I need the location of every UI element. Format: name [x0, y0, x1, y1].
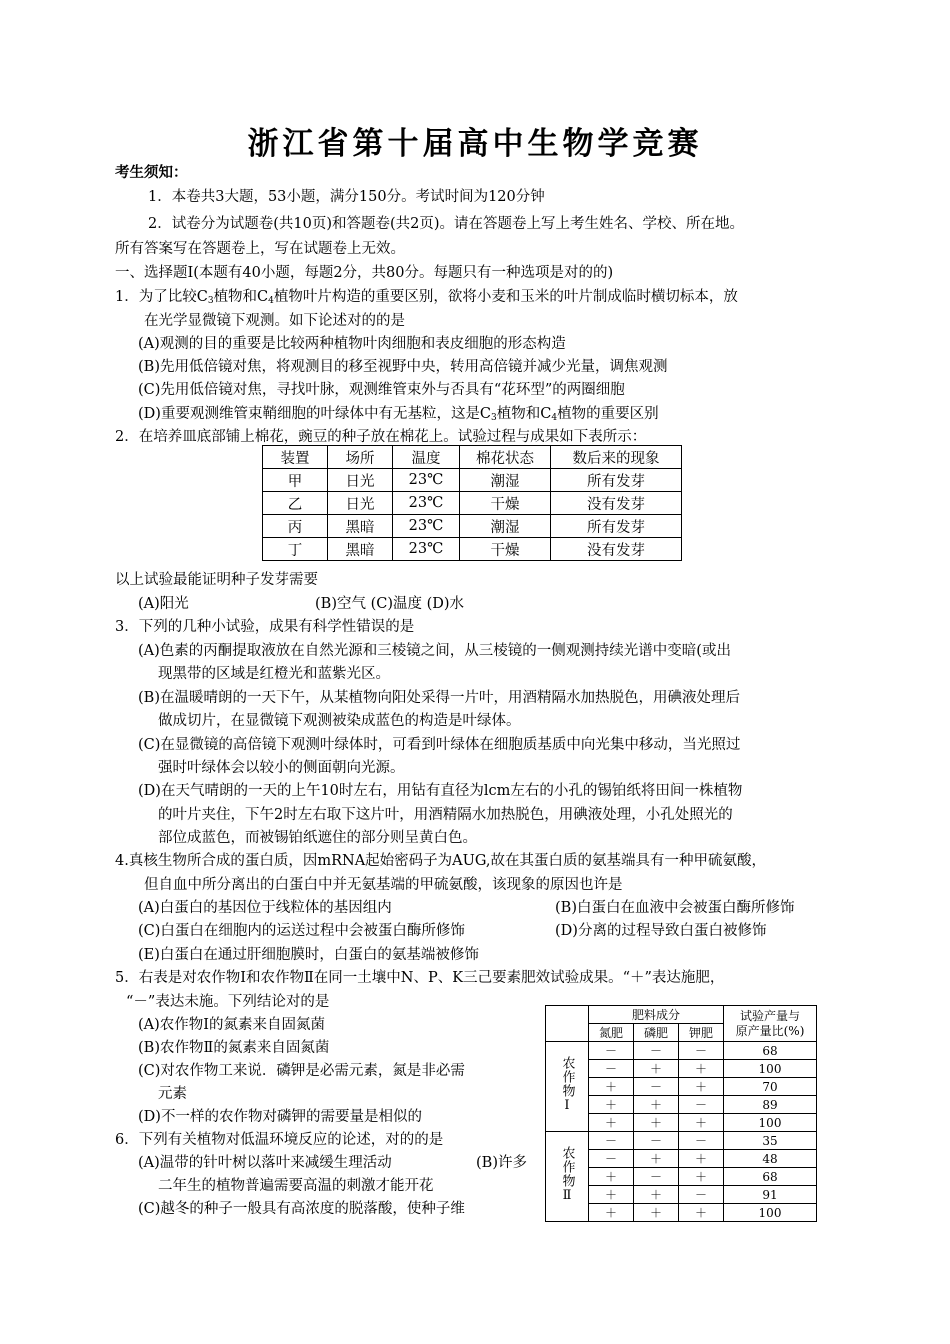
q4-option-e: (E)白蛋白在通过肝细胞膜时，白蛋白的氨基端被修饰 — [138, 947, 479, 963]
table-cell: ＋ — [679, 1078, 724, 1096]
table-cell: ＋ — [634, 1096, 679, 1114]
table-cell: 68 — [724, 1042, 817, 1060]
page-title: 浙江省第十届高中生物学竞赛 — [247, 126, 703, 162]
table-cell: ＋ — [679, 1150, 724, 1168]
table-header: 磷肥 — [634, 1024, 679, 1042]
table-header-row — [263, 446, 682, 469]
table-cell: 68 — [724, 1168, 817, 1186]
table-row — [263, 538, 682, 561]
q1-stem-2: 在光学显微镜下观测。如下论述对的的是 — [144, 313, 405, 329]
table-row — [546, 1042, 817, 1060]
table-cell: － — [634, 1168, 679, 1186]
q6-option-b-cont: 二年生的植物普遍需要高温的刺激才能开花 — [158, 1178, 434, 1194]
q6-stem: 6．下列有关植物对低温环境反应的论述，对的的是 — [115, 1132, 444, 1148]
table-cell: 100 — [724, 1060, 817, 1078]
table-header: 氮肥 — [589, 1024, 634, 1042]
q4-option-a: (A)白蛋白的基因位于线粒体的基因组内 — [138, 900, 392, 916]
table-cell: 干燥 — [460, 538, 551, 561]
notice-line-3: 所有答案写在答题卷上，写在试题卷上无效。 — [115, 241, 405, 257]
table-cell: 100 — [724, 1204, 817, 1222]
table-cell: 91 — [724, 1186, 817, 1204]
q5-option-a: (A)农作物Ⅰ的氮素来自固氮菌 — [138, 1017, 326, 1033]
table-cell: 潮湿 — [460, 469, 551, 492]
table-header: 场所 — [328, 446, 393, 469]
table-cell: － — [589, 1060, 634, 1078]
table-cell: ＋ — [679, 1168, 724, 1186]
table-cell: 没有发芽 — [551, 538, 682, 561]
q3-option-b: (B)在温暖晴朗的一天下午，从某植物向阳处采得一片叶，用酒精隔水加热脱色，用碘液处理后 — [138, 690, 740, 706]
table-cell: ＋ — [634, 1060, 679, 1078]
table-cell: 所有发芽 — [551, 515, 682, 538]
table-cell: 日光 — [328, 469, 393, 492]
q2-options-bcd: (B)空气 (C)温度 (D)水 — [315, 596, 465, 612]
notice-heading: 考生须知： — [115, 164, 188, 181]
q3-option-c-cont: 强时叶绿体会以较小的侧面朝向光源。 — [158, 760, 405, 776]
q4-stem: 4.真核生物所合成的蛋白质，因mRNA起始密码子为AUG,故在其蛋白质的氨基端具有一种甲硫氨酸， — [115, 853, 767, 869]
table-cell: 黑暗 — [328, 538, 393, 561]
q3-option-b-cont: 做成切片，在显微镜下观测被染成蓝色的构造是叶绿体。 — [158, 713, 521, 729]
q3-option-d-cont: 的叶片夹住，下午2时左右取下这片叶，用酒精隔水加热脱色，用碘液处理，小孔处照光的 — [158, 807, 733, 823]
table-cell: ＋ — [634, 1150, 679, 1168]
crop-label: 农作物Ⅱ — [546, 1132, 589, 1222]
table-cell: － — [634, 1042, 679, 1060]
q4-option-b: (B)白蛋白在血液中会被蛋白酶所修饰 — [555, 900, 795, 916]
table-cell: － — [589, 1132, 634, 1150]
table-row — [263, 492, 682, 515]
table-cell: － — [679, 1042, 724, 1060]
table-cell: 潮湿 — [460, 515, 551, 538]
q1-option-a: (A)观测的目的重要是比较两种植物叶肉细胞和表皮细胞的形态构造 — [138, 336, 566, 352]
q5-stem: 5．右表是对农作物Ⅰ和农作物Ⅱ在同一土壤中N、P、K三己要素肥效试验成果。“＋”表达施肥， — [115, 970, 725, 986]
table-cell: 日光 — [328, 492, 393, 515]
q5-stem-2: “－”表达未施。下列结论对的是 — [126, 994, 330, 1010]
crop-label: 农作物Ⅰ — [546, 1042, 589, 1132]
table-cell: － — [679, 1186, 724, 1204]
table-cell: 23℃ — [393, 515, 460, 538]
table-cell: 所有发芽 — [551, 469, 682, 492]
table-cell: ＋ — [634, 1186, 679, 1204]
table-cell: 丙 — [263, 515, 328, 538]
table-cell: 23℃ — [393, 469, 460, 492]
q5-option-c: (C)对农作物工来说．磷钾是必需元素，氮是非必需 — [138, 1063, 465, 1079]
q3-option-c: (C)在显微镜的高倍镜下观测叶绿体时，可看到叶绿体在细胞质基质中向光集中移动，当光照过 — [138, 737, 741, 753]
table-row — [546, 1132, 817, 1150]
table-cell: 23℃ — [393, 538, 460, 561]
q1-stem: 1．为了比较$C_3$植物和$C_4$植物叶片构造的重要区别，欲将小麦和玉米的叶片制成临时横切标本，放 — [115, 289, 738, 306]
table-row — [263, 515, 682, 538]
q1-option-b: (B)先用低倍镜对焦，将观测目的移至视野中央，转用高倍镜并减少光量，调焦观测 — [138, 359, 668, 375]
q2-stem: 2．在培养皿底部铺上棉花，豌豆的种子放在棉花上。试验过程与成果如下表所示： — [115, 429, 647, 445]
table-cell: ＋ — [679, 1114, 724, 1132]
table-cell: 89 — [724, 1096, 817, 1114]
q5-option-c-cont: 元素 — [158, 1086, 187, 1102]
table-cell: ＋ — [589, 1204, 634, 1222]
q2-table — [262, 445, 682, 561]
table-cell: 干燥 — [460, 492, 551, 515]
table-cell: － — [589, 1150, 634, 1168]
table-cell: ＋ — [634, 1204, 679, 1222]
table-header: 装置 — [263, 446, 328, 469]
table-cell: ＋ — [589, 1096, 634, 1114]
q5-option-b: (B)农作物Ⅱ的氮素来自固氮菌 — [138, 1040, 330, 1056]
table-header: 温度 — [393, 446, 460, 469]
q5-option-d: (D)不一样的农作物对磷钾的需要量是相似的 — [138, 1109, 422, 1125]
notice-line-1: 1．本卷共3大题，53小题，满分150分。考试时间为120分钟 — [148, 189, 545, 205]
table-cell: ＋ — [589, 1186, 634, 1204]
table-cell: 甲 — [263, 469, 328, 492]
q4-option-d: (D)分离的过程导致白蛋白被修饰 — [555, 923, 767, 939]
table-cell: － — [679, 1096, 724, 1114]
table-group-header: 肥料成分 — [589, 1006, 724, 1024]
table-cell: ＋ — [634, 1114, 679, 1132]
table-row — [263, 469, 682, 492]
table-cell: ＋ — [589, 1168, 634, 1186]
q4-option-c: (C)白蛋白在细胞内的运送过程中会被蛋白酶所修饰 — [138, 923, 465, 939]
table-cell: 23℃ — [393, 492, 460, 515]
table-cell: ＋ — [679, 1204, 724, 1222]
table-cell: 70 — [724, 1078, 817, 1096]
q1-option-d: (D)重要观测维管束鞘细胞的叶绿体中有无基粒，这是$C_3$植物和$C_4$植物的重要区别 — [138, 406, 659, 423]
q2-option-a: (A)阳光 — [138, 596, 189, 612]
table-cell: － — [634, 1132, 679, 1150]
table-cell: 100 — [724, 1114, 817, 1132]
q6-option-b: (B)许多 — [476, 1155, 527, 1171]
q2-after: 以上试验最能证明种子发芽需要 — [115, 572, 318, 588]
q3-option-a: (A)色素的丙酮提取液放在自然光源和三棱镜之间，从三棱镜的一侧观测持续光谱中变暗(或出 — [138, 643, 731, 659]
q6-option-a: (A)温带的针叶树以落叶来减缓生理活动 — [138, 1155, 392, 1171]
q5-table — [545, 1005, 817, 1222]
table-cell: 48 — [724, 1150, 817, 1168]
table-header: 试验产量与 原产量比(%) — [724, 1006, 817, 1042]
table-cell: 没有发芽 — [551, 492, 682, 515]
q3-stem: 3．下列的几种小试验，成果有科学性错误的是 — [115, 619, 415, 635]
section-1-heading: 一、选择题Ⅰ(本题有40小题，每题2分，共80分。每题只有一种选项是对的的) — [115, 265, 614, 281]
q4-stem-2: 但自血中所分离出的白蛋白中并无氨基端的甲硫氨酸，该现象的原因也许是 — [144, 877, 623, 893]
table-cell: 乙 — [263, 492, 328, 515]
q3-option-a-cont: 现黑带的区域是红橙光和蓝紫光区。 — [158, 666, 390, 682]
table-header: 钾肥 — [679, 1024, 724, 1042]
table-cell: ＋ — [589, 1114, 634, 1132]
table-cell: 黑暗 — [328, 515, 393, 538]
q6-option-c: (C)越冬的种子一般具有高浓度的脱落酸，使种子维 — [138, 1201, 465, 1217]
table-header: 棉花状态 — [460, 446, 551, 469]
table-cell: － — [679, 1132, 724, 1150]
table-cell: － — [634, 1078, 679, 1096]
q1-option-c: (C)先用低倍镜对焦，寻找叶脉，观测维管束外与否具有“花环型”的两圈细胞 — [138, 382, 625, 398]
table-cell: － — [589, 1042, 634, 1060]
table-cell: ＋ — [589, 1078, 634, 1096]
table-cell: 35 — [724, 1132, 817, 1150]
table-header: 数后来的现象 — [551, 446, 682, 469]
q3-option-d: (D)在天气晴朗的一天的上午10时左右，用钻有直径为lcm左右的小孔的锡铂纸将田间一株植物 — [138, 783, 743, 799]
table-cell: ＋ — [679, 1060, 724, 1078]
q3-option-d-cont-2: 部位成蓝色，而被锡铂纸遮住的部分则呈黄白色。 — [158, 830, 477, 846]
table-cell: 丁 — [263, 538, 328, 561]
notice-line-2: 2．试卷分为试题卷(共10页)和答题卷(共2页)。请在答题卷上写上考生姓名、学校、所在地。 — [148, 216, 745, 232]
